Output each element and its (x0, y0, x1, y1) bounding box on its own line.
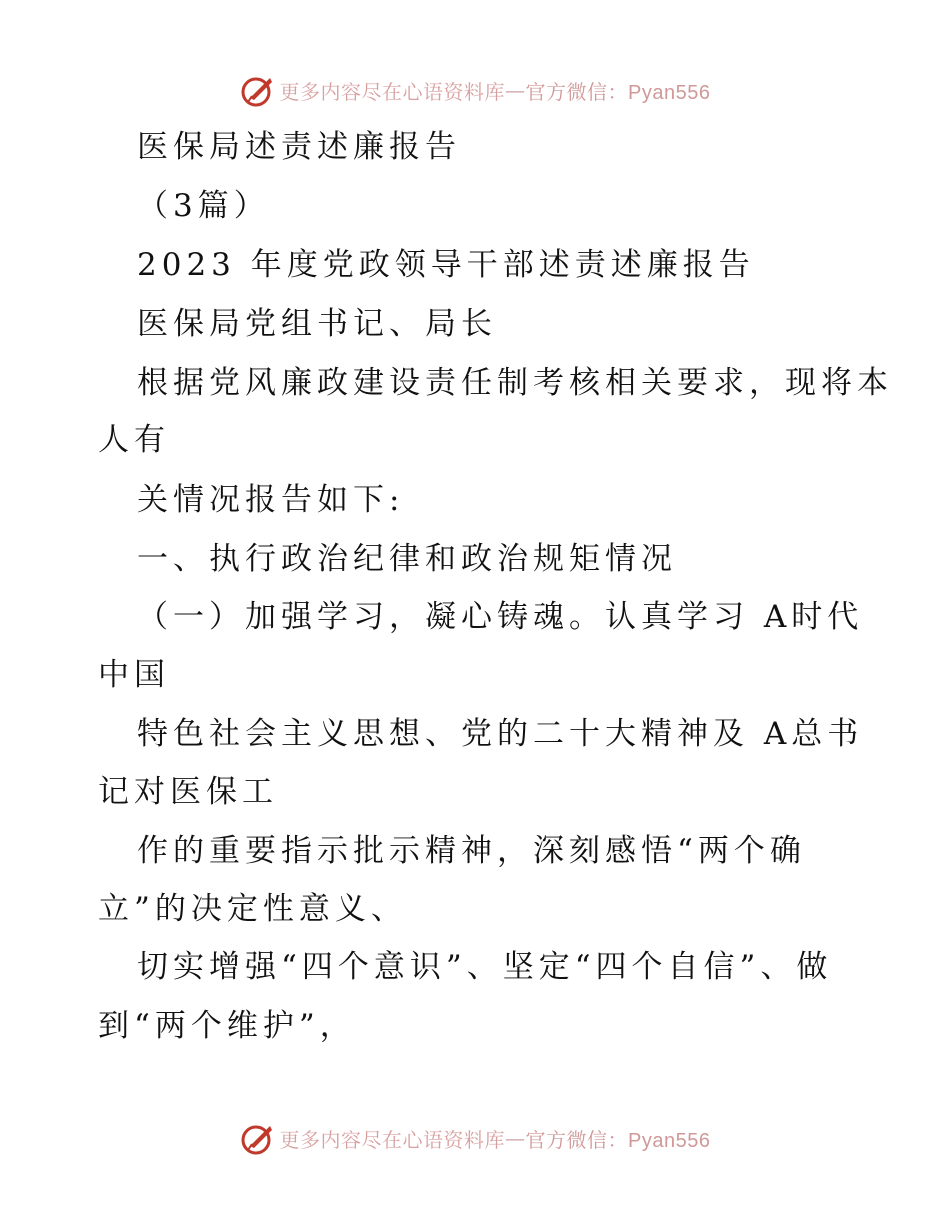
body-line: 立”的决定性意义、 (98, 891, 407, 927)
report-heading: 2023 年度党政领导干部述责述廉报告 (137, 247, 755, 283)
header-watermark (0, 70, 950, 110)
watermark-text: 更多内容尽在心语资料库 (279, 79, 506, 104)
body-line: 关情况报告如下: (137, 482, 405, 518)
watermark-separator: — (505, 1126, 526, 1150)
author-line: 医保局党组书记、局长 (137, 306, 497, 342)
footer-watermark (0, 1118, 950, 1158)
body-line: 人有 (98, 422, 170, 458)
feather-pen-logo-icon (240, 72, 276, 108)
document-subtitle: （3篇） (137, 188, 270, 224)
body-line: 根据党风廉政建设责任制考核相关要求，现将本 (137, 365, 893, 401)
feather-pen-logo-icon (240, 1120, 276, 1156)
watermark-separator: — (505, 78, 526, 102)
watermark-wechat: 官方微信：Pyan556 (525, 1129, 711, 1152)
body-line: 到“两个维护”， (98, 1008, 356, 1044)
body-line: 作的重要指示批示精神，深刻感悟“两个确 (137, 833, 806, 869)
watermark-wechat: 官方微信：Pyan556 (525, 81, 711, 104)
document-title: 医保局述责述廉报告 (137, 129, 461, 165)
body-line: 中国 (98, 657, 170, 693)
body-line: 特色社会主义思想、党的二十大精神及 A总书 (137, 716, 864, 752)
body-line: 记对医保工 (98, 774, 278, 810)
watermark-text: 更多内容尽在心语资料库 (279, 1127, 506, 1152)
body-line: （一）加强学习，凝心铸魂。认真学习 A时代 (137, 599, 864, 635)
section-heading: 一、执行政治纪律和政治规矩情况 (137, 541, 677, 577)
body-line: 切实增强“四个意识”、坚定“四个自信”、做 (137, 949, 833, 985)
